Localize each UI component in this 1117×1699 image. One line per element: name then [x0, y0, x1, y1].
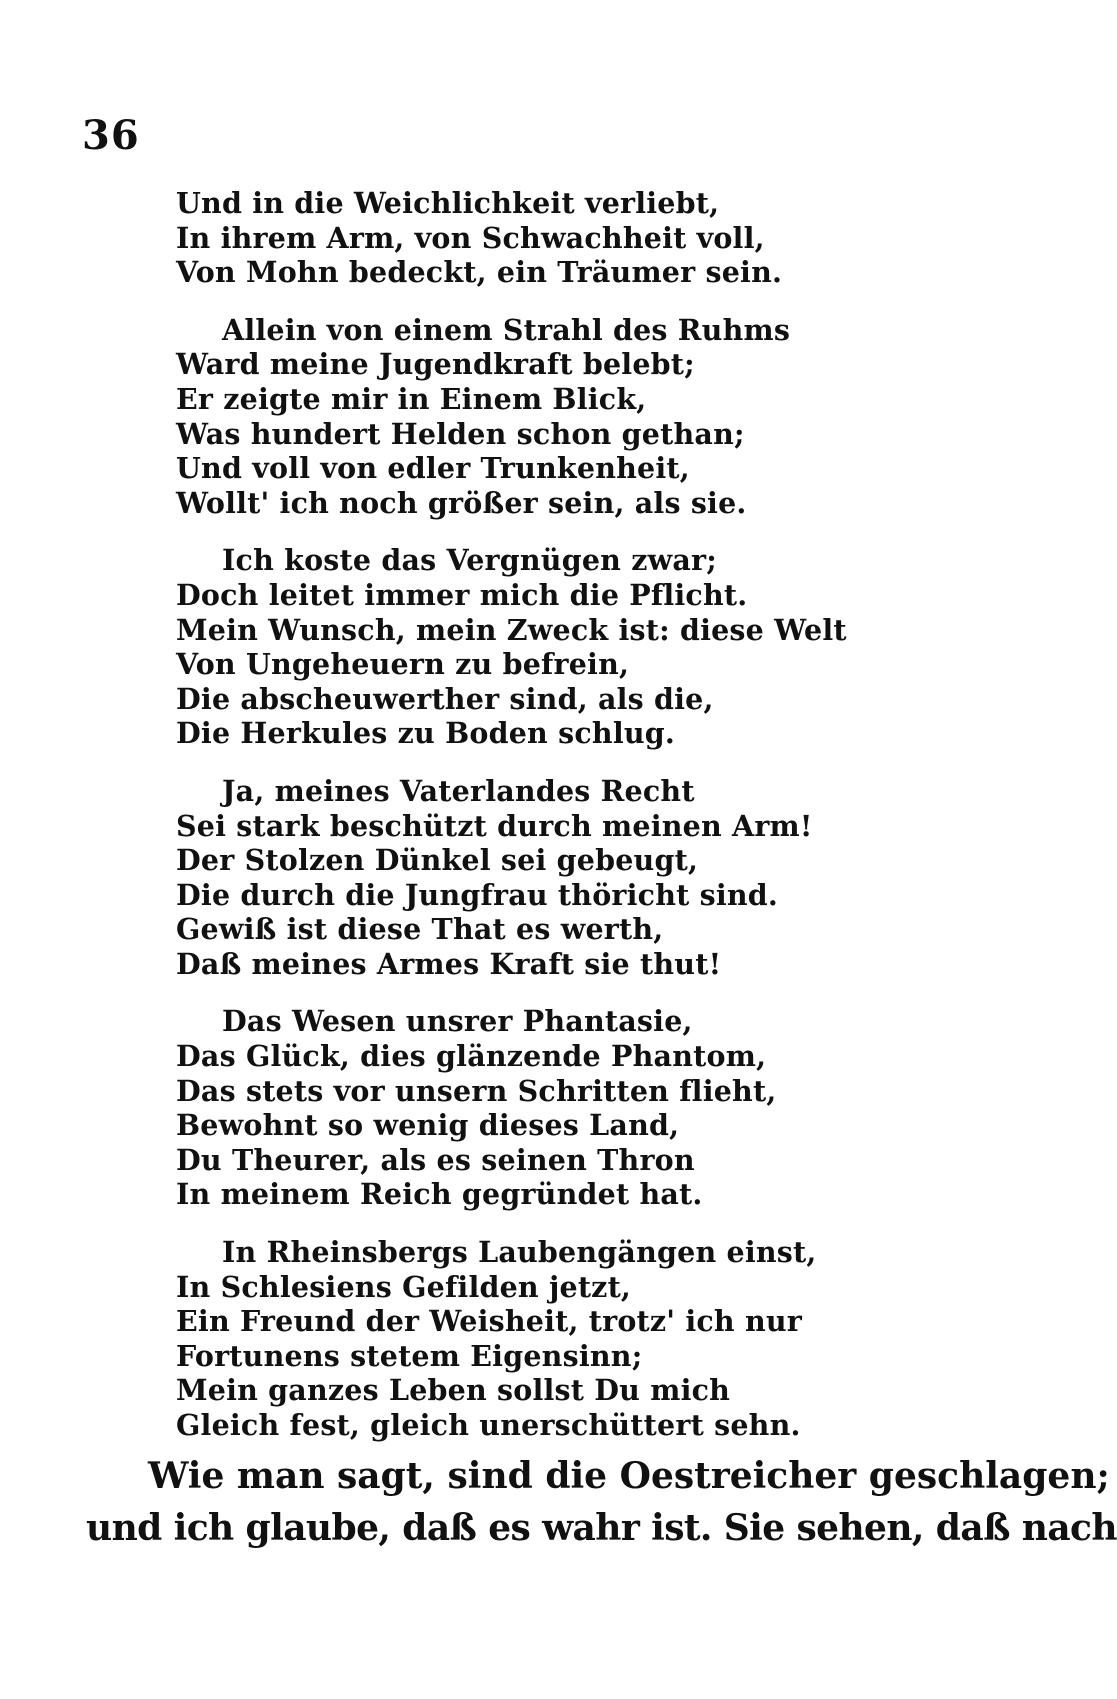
- poem-line: Der Stolzen Dünkel sei gebeugt,: [176, 843, 699, 878]
- poem-line: Das Wesen unsrer Phantasie,: [222, 1004, 693, 1039]
- poem-line: Doch leitet immer mich die Pflicht.: [176, 577, 748, 612]
- poem-line: Und voll von edler Trunkenheit,: [176, 451, 690, 486]
- poem-line: Von Mohn bedeckt, ein Träumer sein.: [176, 255, 783, 290]
- poem-line: Ward meine Jugendkraft belebt;: [176, 347, 695, 382]
- stanza-5: [176, 1004, 866, 1212]
- poem-line: Ein Freund der Weisheit, trotz' ich nur: [176, 1304, 803, 1339]
- poem-line: Daß meines Armes Kraft sie thut!: [176, 946, 722, 981]
- poem-line: Sei stark beschützt durch meinen Arm!: [176, 808, 813, 843]
- poem-line: Was hundert Helden schon gethan;: [176, 416, 745, 451]
- poem-line: In ihrem Arm, von Schwachheit voll,: [176, 220, 765, 255]
- poem: [176, 186, 866, 1466]
- poem-line: Ja, meines Vaterlandes Recht: [222, 773, 695, 808]
- poem-line: Wollt' ich noch größer sein, als sie.: [176, 485, 747, 520]
- poem-line: Die abscheuwerther sind, als die,: [176, 681, 714, 716]
- poem-line: Allein von einem Strahl des Ruhms: [222, 312, 791, 347]
- page-number: 36: [82, 112, 140, 159]
- stanza-2: [176, 313, 866, 521]
- poem-line: In Rheinsbergs Laubengängen einst,: [222, 1235, 817, 1270]
- poem-line: In Schlesiens Gefilden jetzt,: [176, 1269, 632, 1304]
- stanza-1: [176, 186, 866, 290]
- stanza-6: [176, 1235, 866, 1443]
- stanza-3: [176, 543, 866, 751]
- prose-paragraph: [86, 1450, 1117, 1554]
- poem-line: In meinem Reich gegründet hat.: [176, 1177, 703, 1212]
- poem-line: Fortunens stetem Eigensinn;: [176, 1338, 643, 1373]
- poem-line: Die Herkules zu Boden schlug.: [176, 716, 676, 751]
- poem-line: Die durch die Jungfrau thöricht sind.: [176, 877, 779, 912]
- poem-line: Ich koste das Vergnügen zwar;: [222, 543, 717, 578]
- poem-line: Das stets vor unsern Schritten flieht,: [176, 1073, 777, 1108]
- poem-line: Gewiß ist diese That es werth,: [176, 912, 664, 947]
- poem-line: Mein ganzes Leben sollst Du mich: [176, 1373, 731, 1408]
- poem-line: Gleich fest, gleich unerschüttert sehn.: [176, 1408, 801, 1442]
- prose-line-1: Wie man sagt, sind die Oestreicher geschlagen;: [148, 1455, 1110, 1497]
- poem-line: Du Theurer, als es seinen Thron: [176, 1142, 695, 1177]
- poem-line: Und in die Weichlichkeit verliebt,: [176, 186, 720, 220]
- poem-line: Das Glück, dies glänzende Phantom,: [176, 1039, 767, 1074]
- stanza-4: [176, 774, 866, 982]
- poem-line: Er zeigte mir in Einem Blick,: [176, 381, 647, 416]
- prose-line-2: und ich glaube, daß es wahr ist. Sie sehen, daß nach: [86, 1507, 1117, 1549]
- poem-line: Mein Wunsch, mein Zweck ist: diese Welt: [176, 612, 847, 647]
- poem-line: Bewohnt so wenig dieses Land,: [176, 1108, 680, 1143]
- poem-line: Von Ungeheuern zu befrein,: [176, 647, 630, 682]
